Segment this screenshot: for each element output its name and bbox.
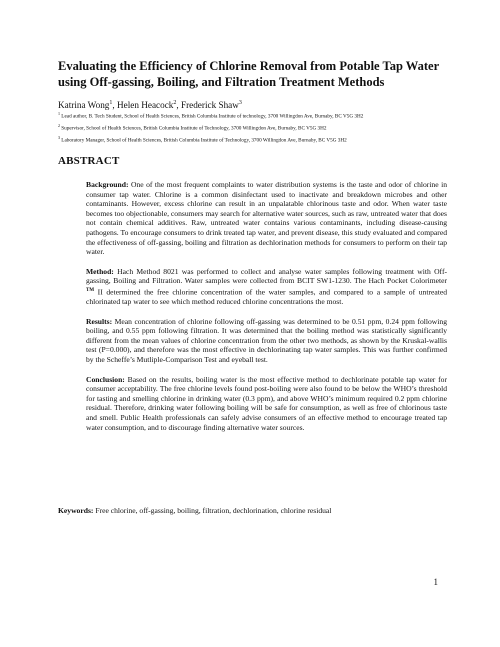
abstract-results	[86, 317, 447, 365]
affiliation-sup: 2	[58, 123, 60, 129]
paper-title: Evaluating the Efficiency of Chlorine Removal from Potable Tap Water using Off-gassing, Boiling, and Filtration Treatment Methods	[58, 59, 439, 89]
affiliation	[58, 111, 440, 121]
affiliation-text: Supervisor, School of Health Sciences, British Columbia Institute of Technology, 3700 Willingdon Ave, Burnaby, BC V5G 3H2	[61, 125, 327, 132]
background-label: Background:	[86, 180, 129, 189]
keywords-label: Keywords:	[58, 506, 94, 515]
affiliation-text: Lead author, B. Tech Student, School of Health Sciences, British Columbia Institute of technology, 3700 Willingdon Ave, Burnaby, BC V5G 3H2	[61, 113, 364, 120]
author-sup: 1	[109, 100, 113, 106]
method-text-b: II determined the free chlorine concentration of the water samples, and compared to a sample of untreated chlorinated tap water to see which method reduced chlorine concentrations the most.	[86, 287, 447, 307]
author-sup: 3	[238, 100, 242, 106]
affiliation	[58, 123, 440, 133]
author-name: Helen Heacock	[117, 100, 174, 111]
method-label: Method:	[86, 266, 114, 276]
affiliation-sup: 1	[58, 111, 60, 116]
results-label: Results:	[86, 316, 113, 326]
affiliation	[58, 135, 440, 145]
page-number: 1	[433, 577, 438, 587]
conclusion-text: Based on the results, boiling water is the most effective method to dechlorinate potable tap water for consumer acceptability. The free chlorine levels found post-boiling were also found to be below the WHO’s threshold for tasting and smelling chlorine in drinking water (0.3 ppm), and above WHO’s minimum required 0.2 ppm chlorine residual. Therefore, drinking water following boiling will be safe for consumption, as well as free of chlorinous taste and smell. Public Health professionals can safely advise consumers of an effective method to encourage treated tap water consumption, and to discourage finding alternative water sources.	[86, 374, 447, 432]
abstract-conclusion	[86, 375, 447, 433]
results-text: Mean concentration of chlorine following off-gassing was determined to be 0.51 ppm, 0.24 ppm following boiling, and 0.55 ppm following filtration. It was determined that the boiling method was statistically significantly different from the mean values of chlorine concentration from the other two methods, as shown by the Kruskal-wallis test (P=0.000), and therefore was the most effective in dechlorinating tap water samples. This was further confirmed by the Scheffe’s Mutliple-Comparison Test and eyeball test.	[86, 316, 447, 365]
affiliation-text: Laboratory Manager, School of Health Sciences, British Columbia Institute of Technology, 3700 Willingdon Ave, Burnaby, BC V5G 3H2	[61, 137, 347, 144]
affiliation-list	[58, 111, 440, 147]
author-name: Katrina Wong	[58, 100, 110, 111]
author-sup: 2	[173, 100, 177, 106]
abstract-background	[86, 180, 447, 257]
author-name: Frederick Shaw	[180, 100, 239, 111]
keywords	[58, 506, 450, 516]
abstract-method	[86, 267, 447, 307]
background-text: One of the most frequent complaints to water distribution systems is the taste and odor of chlorine in consumer tap water. Chlorine is a common disinfectant used to inactivate and breakdown microbes and other contaminants. However, excess chlorine can result in an unpalatable chlorinous taste and odor. When water taste becomes too objectionable, consumers may search for alternative water sources, such as raw, untreated water that does not contain chemical additives. Raw, untreated water contains various contaminants, including disease-causing pathogens. To encourage consumers to drink treated tap water, and prevent disease, this study evaluated and compared the effectiveness of off-gassing, boiling and filtration as dechlorination methods for consumers to perform on their tap water.	[86, 180, 447, 257]
abstract-heading: ABSTRACT	[58, 155, 120, 167]
trademark-mark: TM	[86, 287, 95, 293]
affiliation-sup: 3	[58, 135, 60, 141]
conclusion-label: Conclusion:	[86, 374, 125, 384]
abstract-body	[86, 180, 447, 442]
method-text-a: Hach Method 8021 was performed to collect and analyse water samples following treatment with Off-gassing, Boiling and Filtration. Water samples were collected from BCIT SW1-1230. The Hach Pocket Colorimeter	[86, 266, 448, 286]
author-list: Katrina Wong$^1$, Helen Heacock$^2$, Frederick Shaw$^3$	[58, 100, 242, 111]
keywords-text: Free chlorine, off-gassing, boiling, filtration, dechlorination, chlorine residual	[95, 506, 332, 515]
